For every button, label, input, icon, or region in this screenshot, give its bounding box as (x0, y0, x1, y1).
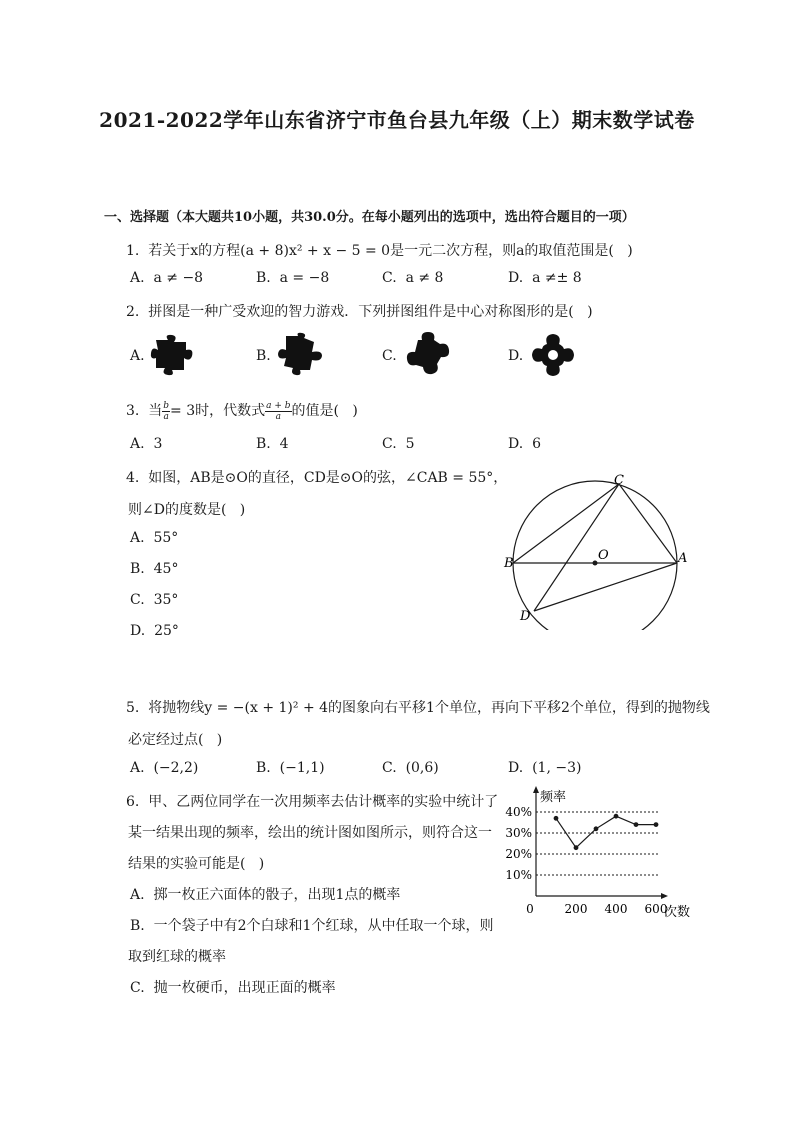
question-6-option-b-line-1: B. 一个袋子中有2个白球和1个红球，从中任取一个球，则 (130, 918, 494, 934)
question-4-option-d: D. 25° (130, 623, 179, 639)
data-point (634, 822, 639, 827)
label-o: O (598, 548, 609, 563)
label-c: C (614, 473, 624, 488)
y-axis-arrow-icon (533, 786, 539, 793)
question-3-suffix: 的值是( ) (291, 403, 358, 419)
center-point (593, 561, 598, 566)
fraction-b-over-a (162, 401, 170, 422)
fraction-2-numerator: a + b (266, 400, 291, 411)
puzzle-piece-b-icon (276, 332, 324, 376)
data-point (654, 822, 659, 827)
fraction-1-numerator: b (163, 400, 170, 411)
question-5-option-c: C. (0,6) (382, 760, 439, 776)
y-tick-label: 40% (505, 805, 532, 819)
data-point (594, 826, 599, 831)
label-b: B (504, 556, 514, 571)
circle-diagram (500, 470, 694, 630)
question-1-option-d: D. a ≠± 8 (508, 270, 582, 286)
question-3-mid: = 3时，代数式 (170, 403, 266, 419)
question-6-stem-line-2: 某一结果出现的频率，绘出的统计图如图所示，则符合这一 (128, 825, 492, 841)
question-5-option-a: A. (−2,2) (130, 760, 199, 776)
chord-ad (534, 563, 677, 611)
question-6-stem-line-1: 6. 甲、乙两位同学在一次用频率去估计概率的实验中统计了 (126, 794, 499, 810)
question-2-option-b: B. (256, 348, 271, 364)
x-tick-label: 200 (564, 902, 588, 916)
question-6-option-b-line-2: 取到红球的概率 (128, 949, 226, 965)
question-6-option-a: A. 掷一枚正六面体的骰子，出现1点的概率 (130, 887, 401, 903)
question-5-stem-line-2: 必定经过点( ) (128, 732, 223, 748)
question-3-option-a: A. 3 (130, 436, 163, 452)
page-title: 2021-2022学年山东省济宁市鱼台县九年级（上）期末数学试卷 (99, 108, 695, 132)
question-1-option-c: C. a ≠ 8 (382, 270, 444, 286)
question-5-option-b: B. (−1,1) (256, 760, 325, 776)
frequency-line-chart (496, 784, 722, 924)
question-4-option-a: A. 55° (130, 530, 179, 546)
question-4-option-b: B. 45° (130, 561, 179, 577)
question-6-option-c: C. 抛一枚硬币，出现正面的概率 (130, 980, 336, 996)
series-line (556, 816, 656, 848)
question-2-stem: 2. 拼图是一种广受欢迎的智力游戏．下列拼图组件是中心对称图形的是( ) (126, 304, 593, 320)
question-1-option-a: A. a ≠ −8 (130, 270, 204, 286)
section-heading: 一、选择题（本大题共10小题，共30.0分。在每小题列出的选项中，选出符合题目的一项） (104, 210, 635, 225)
y-tick-label: 30% (505, 826, 532, 840)
question-2-option-a: A. (130, 348, 145, 364)
question-2-option-c: C. (382, 348, 397, 364)
x-tick-label: 0 (526, 902, 534, 916)
puzzle-piece-c-icon (404, 330, 452, 376)
question-4-option-c: C. 35° (130, 592, 179, 608)
question-1-option-b: B. a = −8 (256, 270, 330, 286)
label-d: D (520, 609, 531, 624)
puzzle-piece-a-icon (150, 334, 196, 376)
x-axis-label: 次数 (664, 905, 691, 920)
chord-ac (619, 484, 677, 563)
question-2-option-d: D. (508, 348, 524, 364)
y-tick-label: 10% (505, 868, 532, 882)
data-point (614, 814, 619, 819)
question-3-option-c: C. 5 (382, 436, 415, 452)
fraction-1-denominator: a (163, 411, 169, 422)
data-point (554, 816, 559, 821)
puzzle-piece-d-icon (530, 332, 576, 378)
label-a: A (678, 551, 688, 566)
question-3-option-b: B. 4 (256, 436, 289, 452)
y-tick-label: 20% (505, 847, 532, 861)
question-5-option-d: D. (1, −3) (508, 760, 582, 776)
x-tick-label: 600 (644, 902, 668, 916)
question-6-stem-line-3: 结果的实验可能是( ) (128, 856, 265, 872)
question-3-stem (126, 400, 358, 422)
question-1-stem: 1. 若关于x的方程(a + 8)x² + x − 5 = 0是一元二次方程，则a的取值范围是( ) (126, 243, 633, 259)
question-3-option-d: D. 6 (508, 436, 541, 452)
data-point (574, 845, 579, 850)
fraction-2-denominator: a (275, 411, 281, 422)
question-3-prefix: 3. 当 (126, 403, 163, 419)
y-axis-label: 频率 (540, 790, 567, 805)
fraction-a-plus-b-over-a (265, 401, 291, 422)
x-tick-label: 400 (604, 902, 628, 916)
question-4-stem-line-1: 4. 如图，AB是⊙O的直径，CD是⊙O的弦，∠CAB = 55°， (126, 470, 508, 486)
question-5-stem-line-1: 5. 将抛物线y = −(x + 1)² + 4的图象向右平移1个单位，再向下平移2个单位，得到的抛物线 (126, 700, 710, 716)
circle-o (513, 481, 677, 630)
x-axis-arrow-icon (661, 893, 668, 899)
question-4-stem-line-2: 则∠D的度数是( ) (128, 502, 246, 518)
